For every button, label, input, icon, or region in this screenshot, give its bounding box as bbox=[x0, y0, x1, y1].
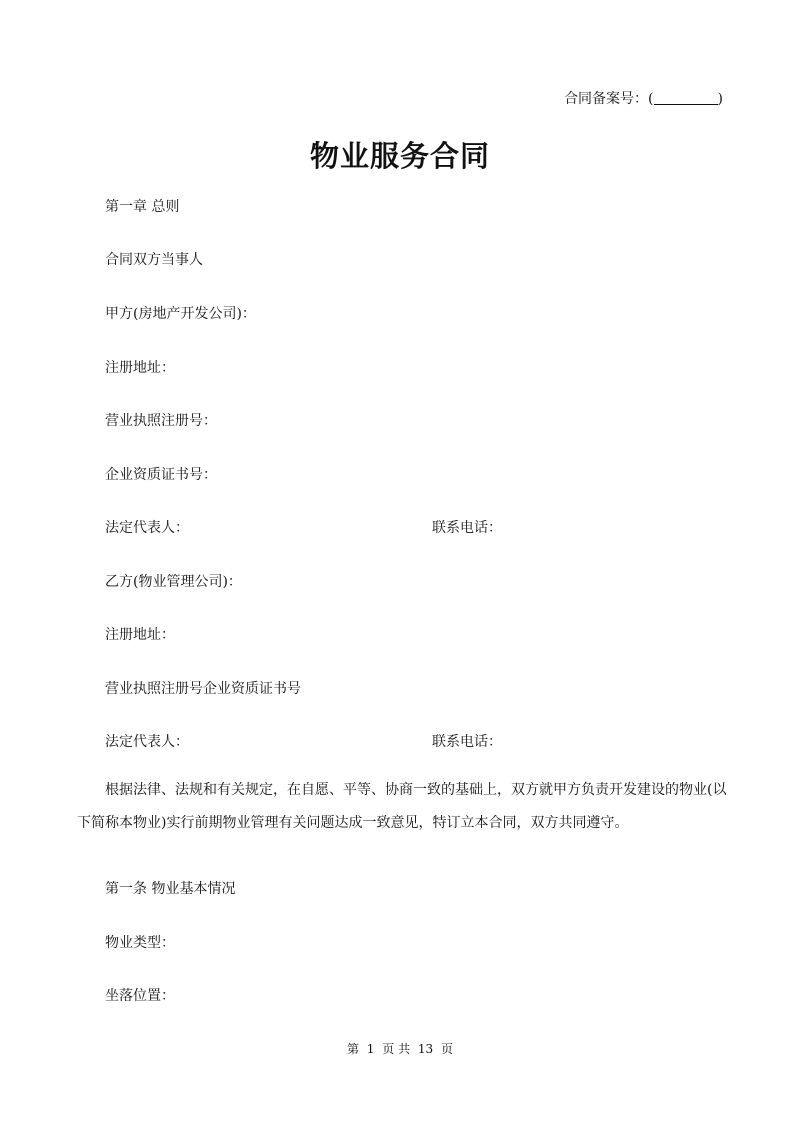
footer-suffix: 页 bbox=[441, 1042, 454, 1056]
footer-mid: 页 共 bbox=[382, 1042, 411, 1056]
party-b-phone: 联系电话： bbox=[432, 734, 502, 750]
article1-heading: 第一条 物业基本情况 bbox=[105, 881, 236, 897]
footer-page-number: 1 bbox=[366, 1042, 375, 1056]
filing-number-blank bbox=[654, 90, 718, 105]
party-a-phone: 联系电话： bbox=[432, 520, 502, 536]
footer-prefix: 第 bbox=[346, 1042, 359, 1056]
article1-location: 坐落位置： bbox=[105, 988, 175, 1004]
preamble-paragraph: 根据法律、法规和有关规定，在自愿、平等、协商一致的基础上，双方就甲方负责开发建设的物业(以下简称本物业)实行前期物业管理有关问题达成一致意见，特订立本合同，双方共同遵守。 bbox=[77, 782, 727, 831]
preamble-block bbox=[77, 774, 727, 840]
party-b-license-qualification: 营业执照注册号企业资质证书号 bbox=[105, 681, 301, 697]
party-a-license: 营业执照注册号： bbox=[105, 413, 217, 429]
parties-heading: 合同双方当事人 bbox=[105, 252, 203, 268]
chapter-heading: 第一章 总则 bbox=[105, 199, 180, 215]
party-a-label: 甲方(房地产开发公司)： bbox=[105, 306, 256, 322]
page-footer bbox=[0, 1040, 800, 1057]
filing-label: 合同备案号：( bbox=[564, 91, 654, 107]
party-b-address: 注册地址： bbox=[105, 627, 175, 643]
filing-number bbox=[564, 88, 723, 108]
party-a-address: 注册地址： bbox=[105, 360, 175, 376]
party-a-legal-rep: 法定代表人： bbox=[105, 520, 189, 536]
party-b-label: 乙方(物业管理公司)： bbox=[105, 574, 242, 590]
party-b-legal-rep: 法定代表人： bbox=[105, 734, 189, 750]
party-a-qualification: 企业资质证书号： bbox=[105, 467, 217, 483]
document-title: 物业服务合同 bbox=[309, 139, 490, 173]
footer-total-pages: 13 bbox=[417, 1042, 434, 1056]
filing-close: ) bbox=[717, 91, 723, 107]
article1-property-type: 物业类型： bbox=[105, 935, 175, 951]
